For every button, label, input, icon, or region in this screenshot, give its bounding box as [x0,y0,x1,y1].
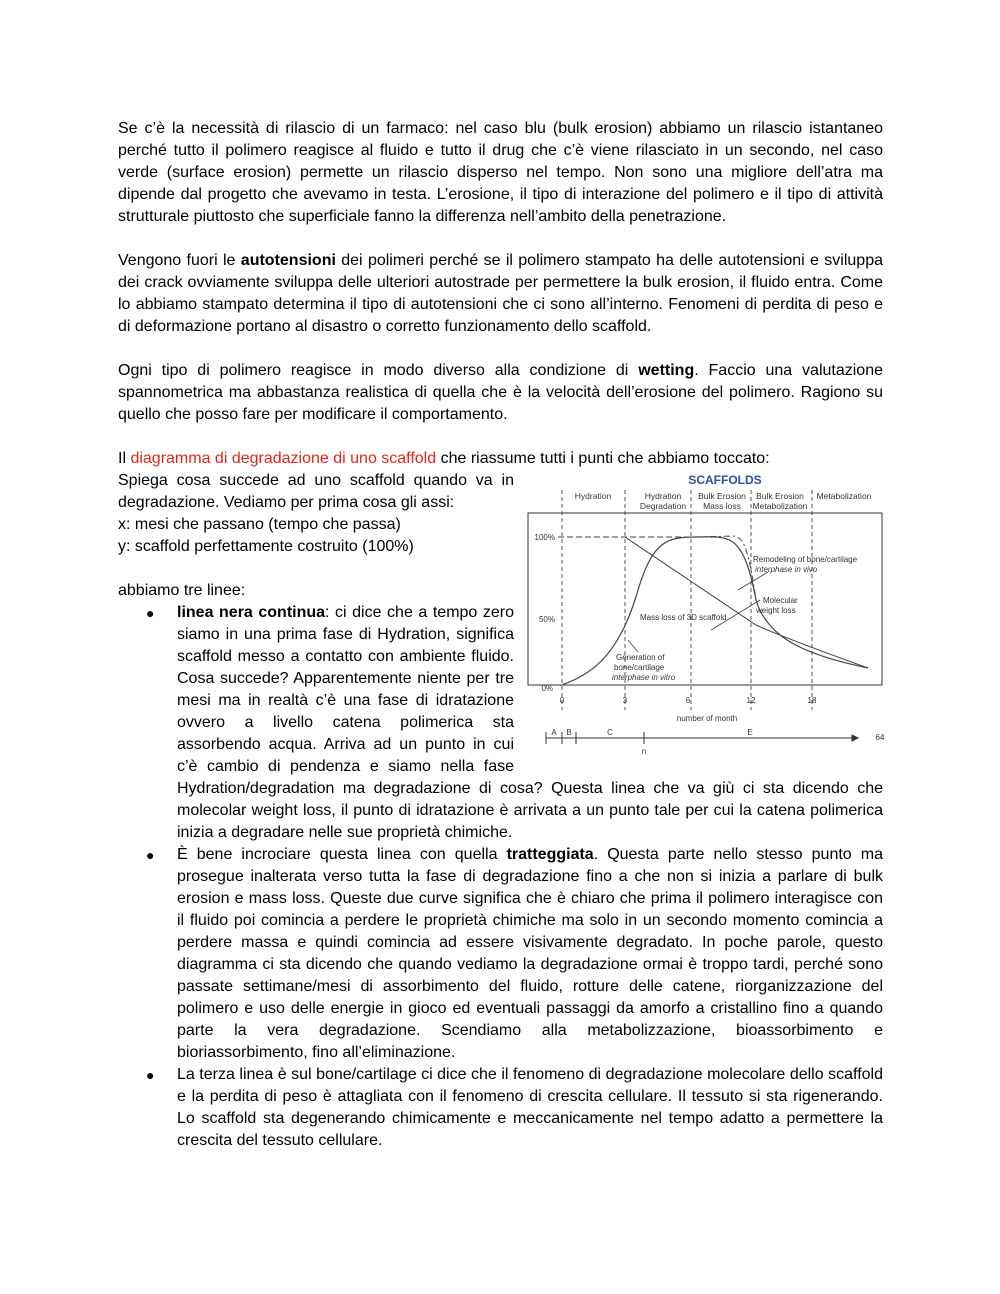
bold-term: tratteggiata [506,846,594,863]
phase-label: Hydration [644,491,682,501]
y-axis-description: y: scaffold perfettamente costruito (100%) [118,538,414,555]
x-tick: 3 [622,696,628,705]
segment-label: B [566,728,572,737]
text: La terza linea è sul bone/cartilage ci dice che il fenomeno di degradazione molecolare dello scaffold e la perdita di peso è attagliata con il fenomeno di crescita cellulare. Il tessuto si sta rigenerando. Lo scaffold sta degenerando chimicamente e meccanicamente nel tempo adatto a permettere la crescita del tessuto cellulare. [177,1066,883,1149]
curve-label: Remodeling of bone/cartilage [753,555,858,564]
phase-label: Bulk Erosion [698,491,746,501]
text: dei polimeri perché se il polimero stampato ha delle autotensioni e sviluppa dei crack ovviamente sviluppa delle ulteriori autostrade per permettere la bulk erosion, il fluido entra. Come lo abbiamo stampato determina il tipo di autotensioni che ci sono all’interno. Fenomeni di perdita di peso e di deformazione portano al disastro o corretto funzionamento dello scaffold. [118,252,883,335]
x-tick: 0 [559,696,565,705]
y-tick: 100% [534,533,555,542]
x-tick: 18 [807,696,817,705]
phase-label: Hydration [574,491,612,501]
curve-label: weight loss [756,606,796,615]
segment-label: C [607,728,613,737]
paragraph-autotensioni [118,250,883,338]
y-tick: 50% [538,615,555,624]
segment-label: A [551,728,557,737]
paragraph-drug-release: Se c’è la necessità di rilascio di un farmaco: nel caso blu (bulk erosion) abbiamo un rilascio istantaneo perché tutto il polimero reagisce al fluido e tutto il drug che c’è viene rilasciato in un secondo, nel caso verde (surface erosion) permette un rilascio disperso nel tempo. Non sono una migliore dell’atra ma dipende dal progetto che avevamo in testa. L’erosione, il tipo di interazione del polimero e il tipo di attività strutturale piuttosto che superficiale fanno la differenza nell’ambito della penetrazione. [118,120,883,225]
three-lines-intro: abbiamo tre linee: [118,582,246,599]
bullet-icon: ● [146,847,155,863]
phase-label: Bulk Erosion [756,491,804,501]
x-tick: 12 [746,696,756,705]
text: Il [118,450,131,467]
x-tick: 6 [685,696,691,705]
bold-term: autotensioni [240,252,336,269]
curve-label: interphase in vivo [755,565,818,574]
text: . Questa parte nello stesso punto ma prosegue inalterata verso tutta la fase di degradazione fino a che non si inizia a parlare di bulk erosion e mass loss. Queste due curve significa che è chiaro che prima il polimero interagisce con il fluido poi comincia a perdere le proprietà chimiche ma solo in un secondo momento comincia a perdere massa e quindi comincia ad essere visivamente degradato. In poche parole, questo diagramma ci sta dicendo che quando vediamo la degradazione ormai è troppo tardi, perché sono passate settimane/mesi di assorbimento del fluido, rotture delle catene, riorganizzazione del polimero e uso delle energie in gioco ed eventuali passaggi da amorfo a cristallino fino a quando parte la vera degradazione. Scendiamo alla metabolizzazione, bioassorbimento e bioriassorbimento, fino all’eliminazione. [177,846,884,1061]
bullet-icon: ● [146,1067,155,1083]
lines-bullet-list [118,602,883,1152]
list-item [118,602,883,844]
y-tick: 0% [541,684,553,693]
curve-label: Mass loss of 3D scaffold [640,613,727,622]
paragraph-wetting [118,360,883,426]
red-highlight: diagramma di degradazione di uno scaffold [130,450,437,467]
phase-label: Metabolization [816,491,872,501]
list-item [118,844,883,1064]
paragraph-diagram-intro [118,448,883,470]
bold-term: wetting [638,362,695,379]
axes-intro: Spiega cosa succede ad uno scaffold quando va in degradazione. Vediamo per prima cosa gli assi: [118,472,514,511]
text: Vengono fuori le [118,252,241,269]
curve-label: bone/cartilage [614,663,665,672]
phase-label: Degradation [639,501,687,511]
text: : ci dice che a tempo zero siamo in una prima fase di Hydration, significa scaffold messo a contatto con ambiente fluido. Cosa succede? Apparentemente niente per tre mesi ma in realtà c’è una fase di idratazione ovvero a livello catena polimerica sta assorbendo acqua. Arriva ad un punto in cui c’è cambio di pendenza e siamo nella fase Hydration/degradation ma degradazione di cosa? Questa linea che va giù ci sta dicendo che molecolar weight loss, il punto di idratazione è arrivata a un punto tale per cui la catena polimerica inizia a degradare nelle sue proprietà chimiche. [177,604,883,841]
bold-term: linea nera continua [177,604,326,621]
x-axis-description: x: mesi che passano (tempo che passa) [118,516,401,533]
x-axis-label: number of month [676,714,738,723]
bullet-icon: ● [146,605,155,621]
list-item [118,1064,883,1152]
curve-label: Molecular [763,596,798,605]
phase-label: Metabolization [752,501,808,511]
text: che riassume tutti i punti che abbiamo toccato: [436,450,770,467]
document-page [118,118,883,1152]
phase-label: Mass loss [703,501,741,511]
text: È bene incrociare questa linea con quella [177,846,507,863]
n-label: n [641,747,647,756]
curve-label: Generation of [616,653,665,662]
figure-page-number: 64 [875,733,885,742]
text: . Faccio una valutazione spannometrica ma abbastanza realistica di quella che è la velocità dell’erosione del polimero. Ragiono su quello che posso fare per modificare il comportamento. [118,362,883,423]
curve-label: interphase in vitro [612,673,676,682]
text: Ogni tipo di polimero reagisce in modo diverso alla condizione di [118,362,639,379]
segment-label: E [747,728,753,737]
figure-title: SCAFFOLDS [688,473,762,487]
